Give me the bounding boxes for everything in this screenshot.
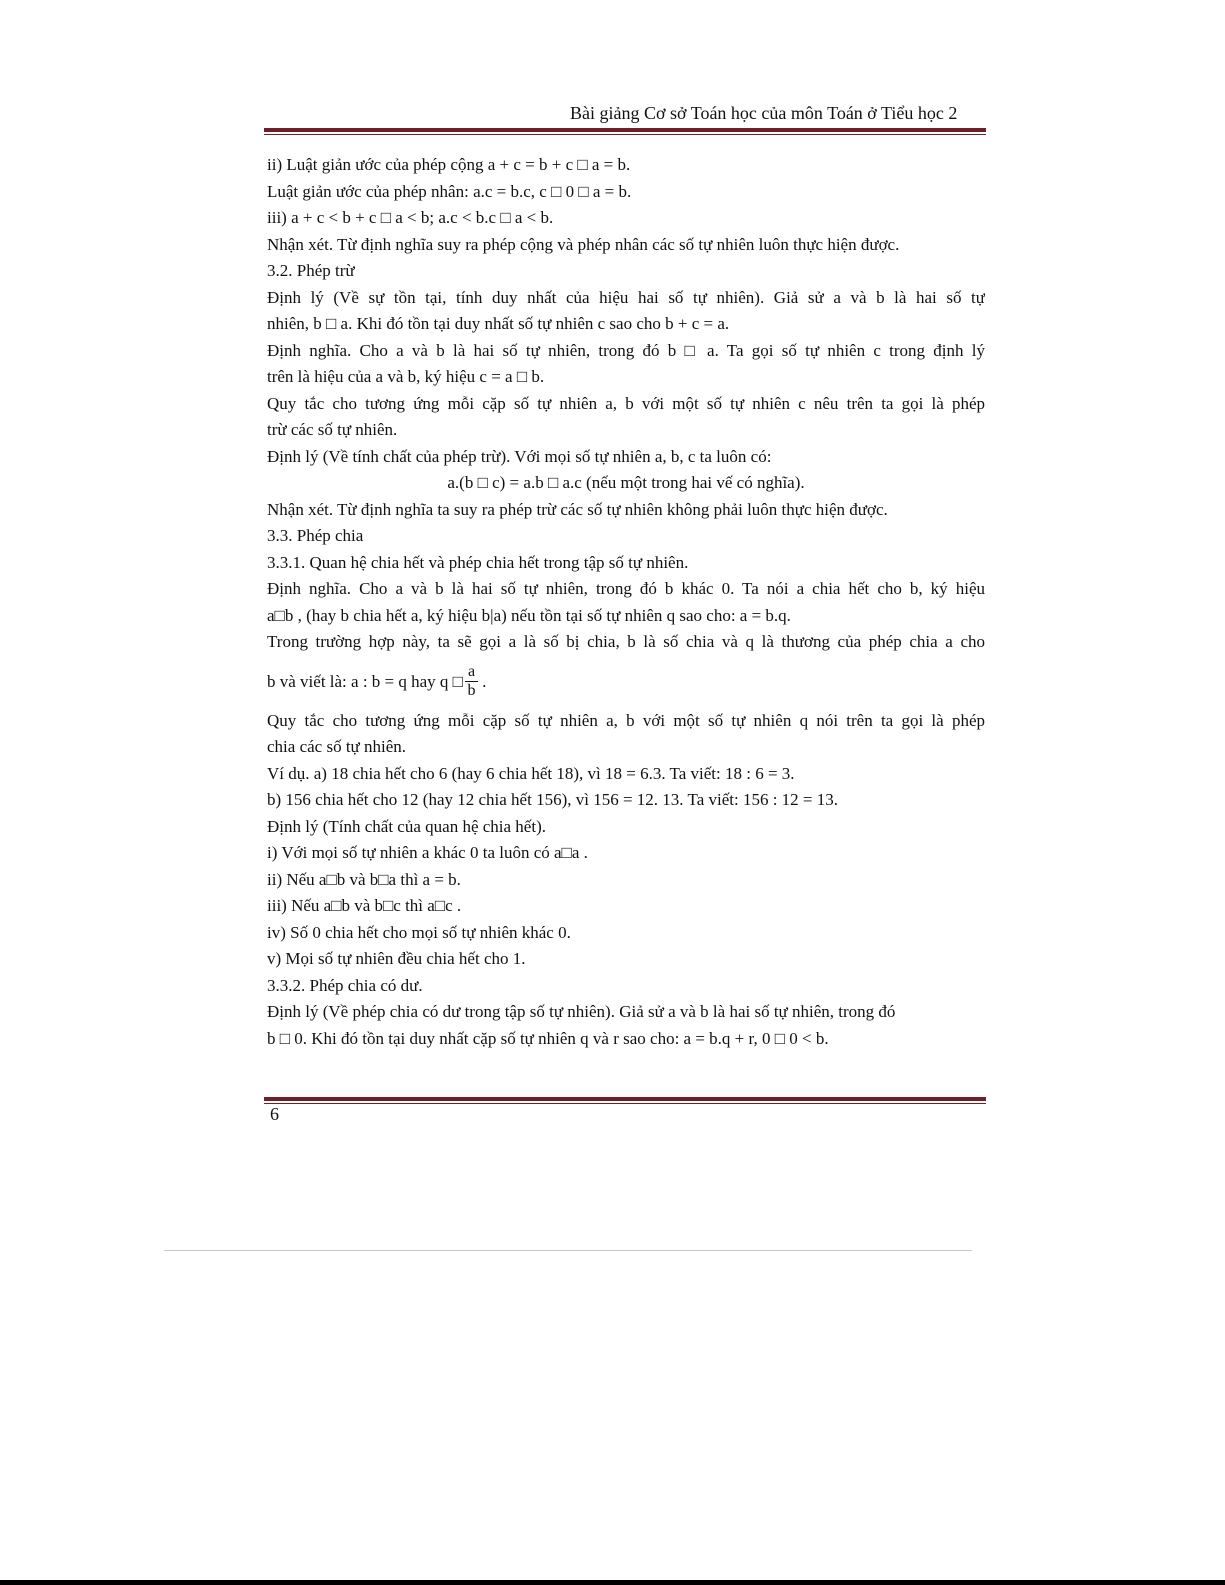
page-bottom-edge <box>0 1580 1225 1585</box>
fraction <box>465 663 478 700</box>
page-number: 6 <box>270 1104 279 1124</box>
text-line: Nhận xét. Từ định nghĩa suy ra phép cộng và phép nhân các số tự nhiên luôn thực hiện được. <box>267 234 900 254</box>
text-line: b □ 0. Khi đó tồn tại duy nhất cặp số tự nhiên q và r sao cho: a = b.q + r, 0 □ 0 < b. <box>267 1028 829 1048</box>
formula-line: a.(b □ c) = a.b □ a.c (nếu một trong hai vế có nghĩa). <box>447 473 805 492</box>
fraction-suffix: . <box>482 671 487 691</box>
text-line: Định lý (Về phép chia có dư trong tập số tự nhiên). Giả sử a và b là hai số tự nhiên, trong đó <box>267 1002 896 1021</box>
header-title: Bài giảng Cơ sở Toán học của môn Toán ở Tiểu học 2 <box>570 103 958 123</box>
text-line: iii) a + c < b + c □ a < b; a.c < b.c □ a < b. <box>267 208 554 227</box>
page-divider <box>164 1250 972 1251</box>
text-line: v) Mọi số tự nhiên đều chia hết cho 1. <box>267 949 526 968</box>
fraction-line <box>267 656 985 708</box>
text-line: Định nghĩa. Cho a và b là hai số tự nhiên, trong đó b □ a. Ta gọi số tự nhiên c trong định lý <box>267 340 985 360</box>
footer-rule <box>264 1097 986 1104</box>
subsection-heading: 3.3.2. Phép chia có dư. <box>267 975 423 995</box>
text-line: trên là hiệu của a và b, ký hiệu c = a □ b. <box>267 367 545 386</box>
text-line: Định nghĩa. Cho a và b là hai số tự nhiên, trong đó b khác 0. Ta nói a chia hết cho b, ký hiệu <box>267 579 985 598</box>
text-line: chia các số tự nhiên. <box>267 737 407 756</box>
text-line: Quy tắc cho tương ứng mỗi cặp số tự nhiên a, b với một số tự nhiên c nêu trên ta gọi là phép <box>267 393 985 413</box>
text-line: a□b , (hay b chia hết a, ký hiệu b|a) nếu tồn tại số tự nhiên q sao cho: a = b.q. <box>267 605 791 625</box>
subsection-heading: 3.3.1. Quan hệ chia hết và phép chia hết trong tập số tự nhiên. <box>267 552 689 572</box>
text-line: ii) Nếu a□b và b□a thì a = b. <box>267 869 461 889</box>
text-line: Trong trường hợp này, ta sẽ gọi a là số bị chia, b là số chia và q là thương của phép chia a cho <box>267 632 985 651</box>
page-body <box>267 152 985 1052</box>
text-line: Quy tắc cho tương ứng mỗi cặp số tự nhiên a, b với một số tự nhiên q nói trên ta gọi là phép <box>267 710 985 730</box>
section-heading: 3.2. Phép trừ <box>267 261 355 280</box>
text-line: iv) Số 0 chia hết cho mọi số tự nhiên khác 0. <box>267 922 571 942</box>
text-line: Nhận xét. Từ định nghĩa ta suy ra phép trừ các số tự nhiên không phải luôn thực hiện được. <box>267 499 888 519</box>
text-line: Định lý (Tính chất của quan hệ chia hết). <box>267 816 546 836</box>
text-line: iii) Nếu a□b và b□c thì a□c . <box>267 896 462 915</box>
text-line: Ví dụ. a) 18 chia hết cho 6 (hay 6 chia hết 18), vì 18 = 6.3. Ta viết: 18 : 6 = 3. <box>267 763 795 783</box>
text-line: Định lý (Về sự tồn tại, tính duy nhất của hiệu hai số tự nhiên). Giả sử a và b là hai số tự <box>267 287 985 307</box>
text-line: nhiên, b □ a. Khi đó tồn tại duy nhất số tự nhiên c sao cho b + c = a. <box>267 314 730 333</box>
text-line: b) 156 chia hết cho 12 (hay 12 chia hết 156), vì 156 = 12. 13. Ta viết: 156 : 12 = 13. <box>267 790 839 809</box>
text-line: i) Với mọi số tự nhiên a khác 0 ta luôn có a□a . <box>267 843 588 862</box>
fraction-prefix: b và viết là: a : b = q hay q □ <box>267 671 463 691</box>
text-line: trừ các số tự nhiên. <box>267 420 398 439</box>
text-line: ii) Luật giản ước của phép cộng a + c = b + c □ a = b. <box>267 155 631 174</box>
fraction-denominator: b <box>467 682 476 699</box>
text-line: Định lý (Về tính chất của phép trừ). Với mọi số tự nhiên a, b, c ta luôn có: <box>267 446 772 466</box>
fraction-numerator: a <box>465 663 478 682</box>
text-line: Luật giản ước của phép nhân: a.c = b.c, c □ 0 □ a = b. <box>267 181 632 201</box>
header-rule <box>264 128 986 135</box>
section-heading: 3.3. Phép chia <box>267 526 364 545</box>
